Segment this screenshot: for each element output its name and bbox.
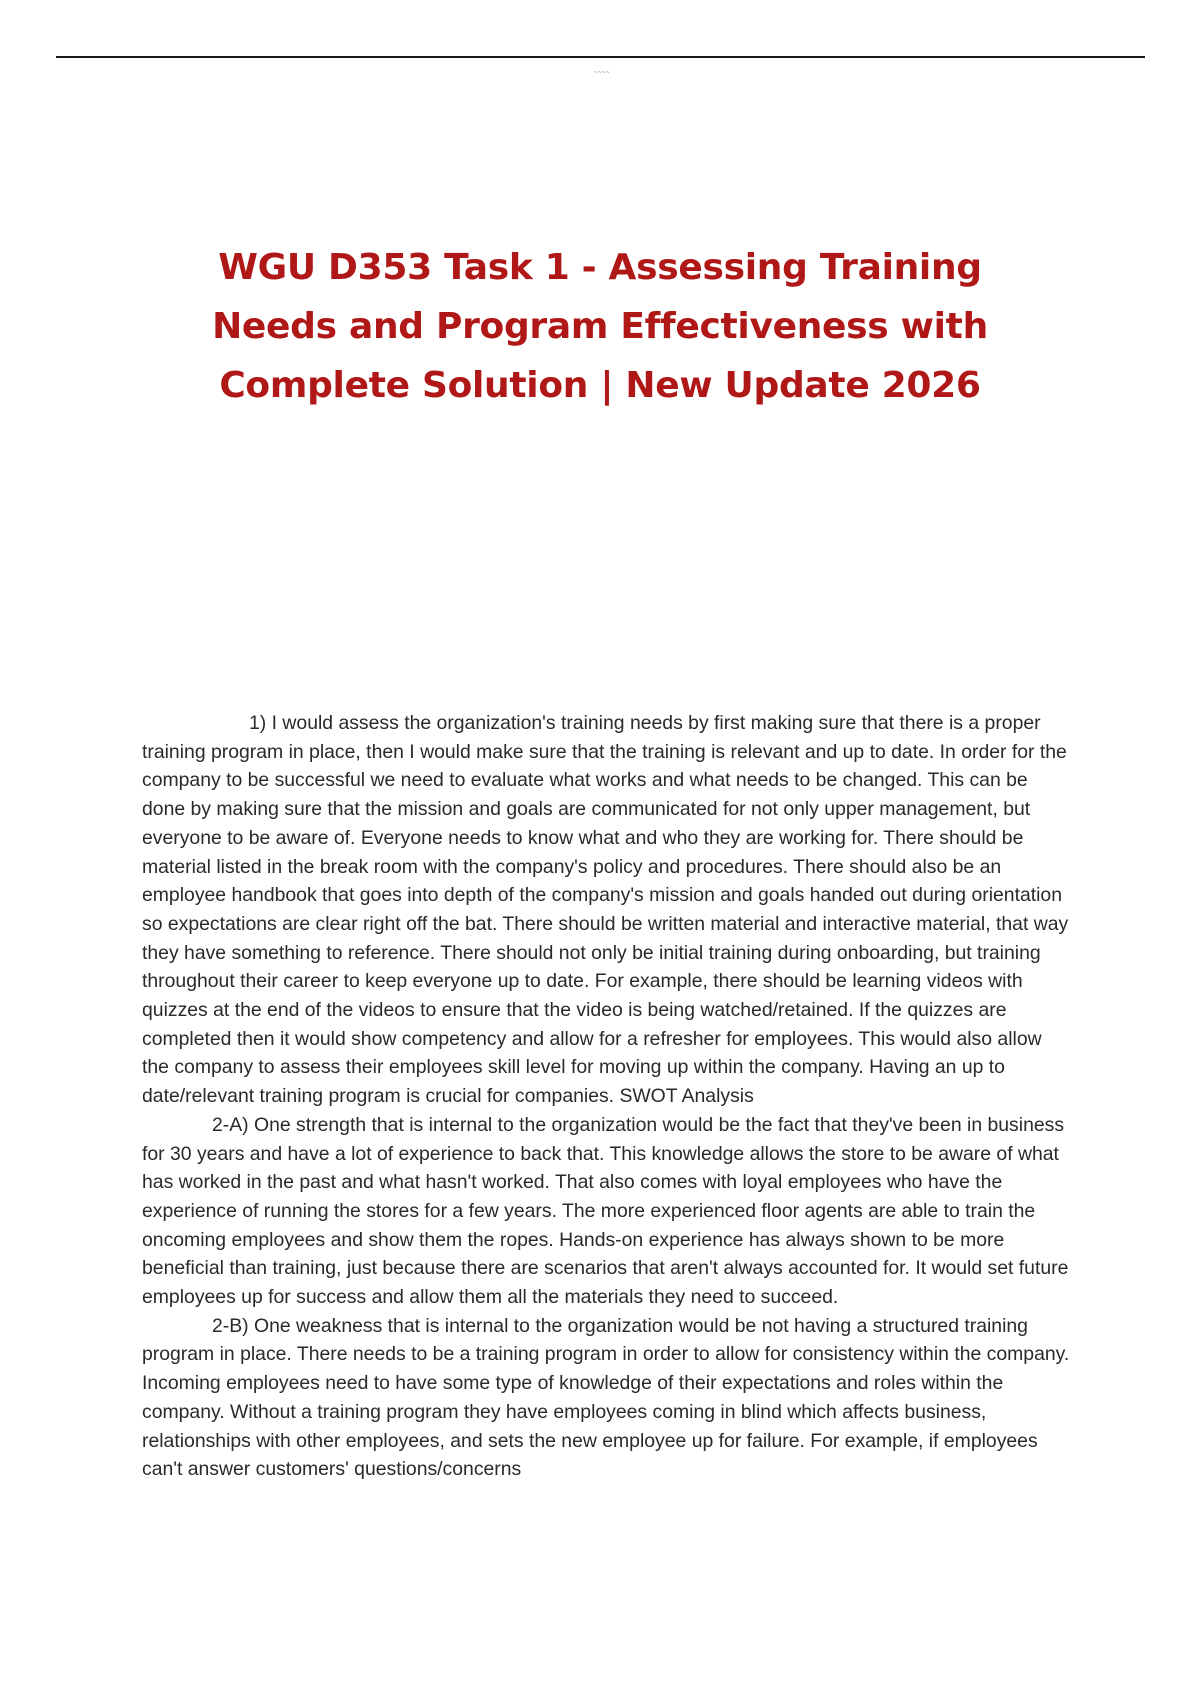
- header-mark: ~~~~: [593, 70, 610, 76]
- header-rule: [56, 56, 1145, 58]
- document-title: WGU D353 Task 1 - Assessing Training Needs and Program Effectiveness with Complete Solution | New Update 2026: [212, 247, 988, 406]
- paragraph-1-training-needs: 1) I would assess the organization's training needs by first making sure that there is a proper training program in place, then I would make sure that the training is relevant and up to date. In order for the company to be successful we need to evaluate what works and what needs to be changed. This can be done by making sure that the mission and goals are communicated for not only upper management, but everyone to be aware of. Everyone needs to know what and who they are working for. There should be material listed in the break room with the company's policy and procedures. There should also be an employee handbook that goes into depth of the company's mission and goals handed out during orientation so expectations are clear right off the bat. There should be written material and interactive material, that way they have something to reference. There should not only be initial training during onboarding, but training throughout their career to keep everyone up to date. For example, there should be learning videos with quizzes at the end of the videos to ensure that the video is being watched/retained. If the quizzes are completed then it would show competency and allow for a refresher for employees. This would also allow the company to assess their employees skill level for moving up within the company. Having an up to date/relevant training program is crucial for companies. SWOT Analysis: [142, 712, 1069, 1108]
- document-body: [142, 709, 1072, 1484]
- paragraph-2a-strength: 2-A) One strength that is internal to the organization would be the fact that they've been in business for 30 years and have a lot of experience to back that. This knowledge allows the store to be aware of what has worked in the past and what hasn't worked. That also comes with loyal employees who have the experience of running the stores for a few years. The more experienced floor agents are able to train the oncoming employees and show them the ropes. Hands-on experience has always shown to be more beneficial than training, just because there are scenarios that aren't always accounted for. It would set future employees up for success and allow them all the materials they need to succeed.: [142, 1113, 1069, 1309]
- paragraph-2b-weakness: 2-B) One weakness that is internal to the organization would be not having a structured training program in place. There needs to be a training program in order to allow for consistency within the company. Incoming employees need to have some type of knowledge of their expectations and roles within the company. Without a training program they have employees coming in blind which affects business, relationships with other employees, and sets the new employee up for failure. For example, if employees can't answer customers' questions/concerns: [142, 1314, 1070, 1481]
